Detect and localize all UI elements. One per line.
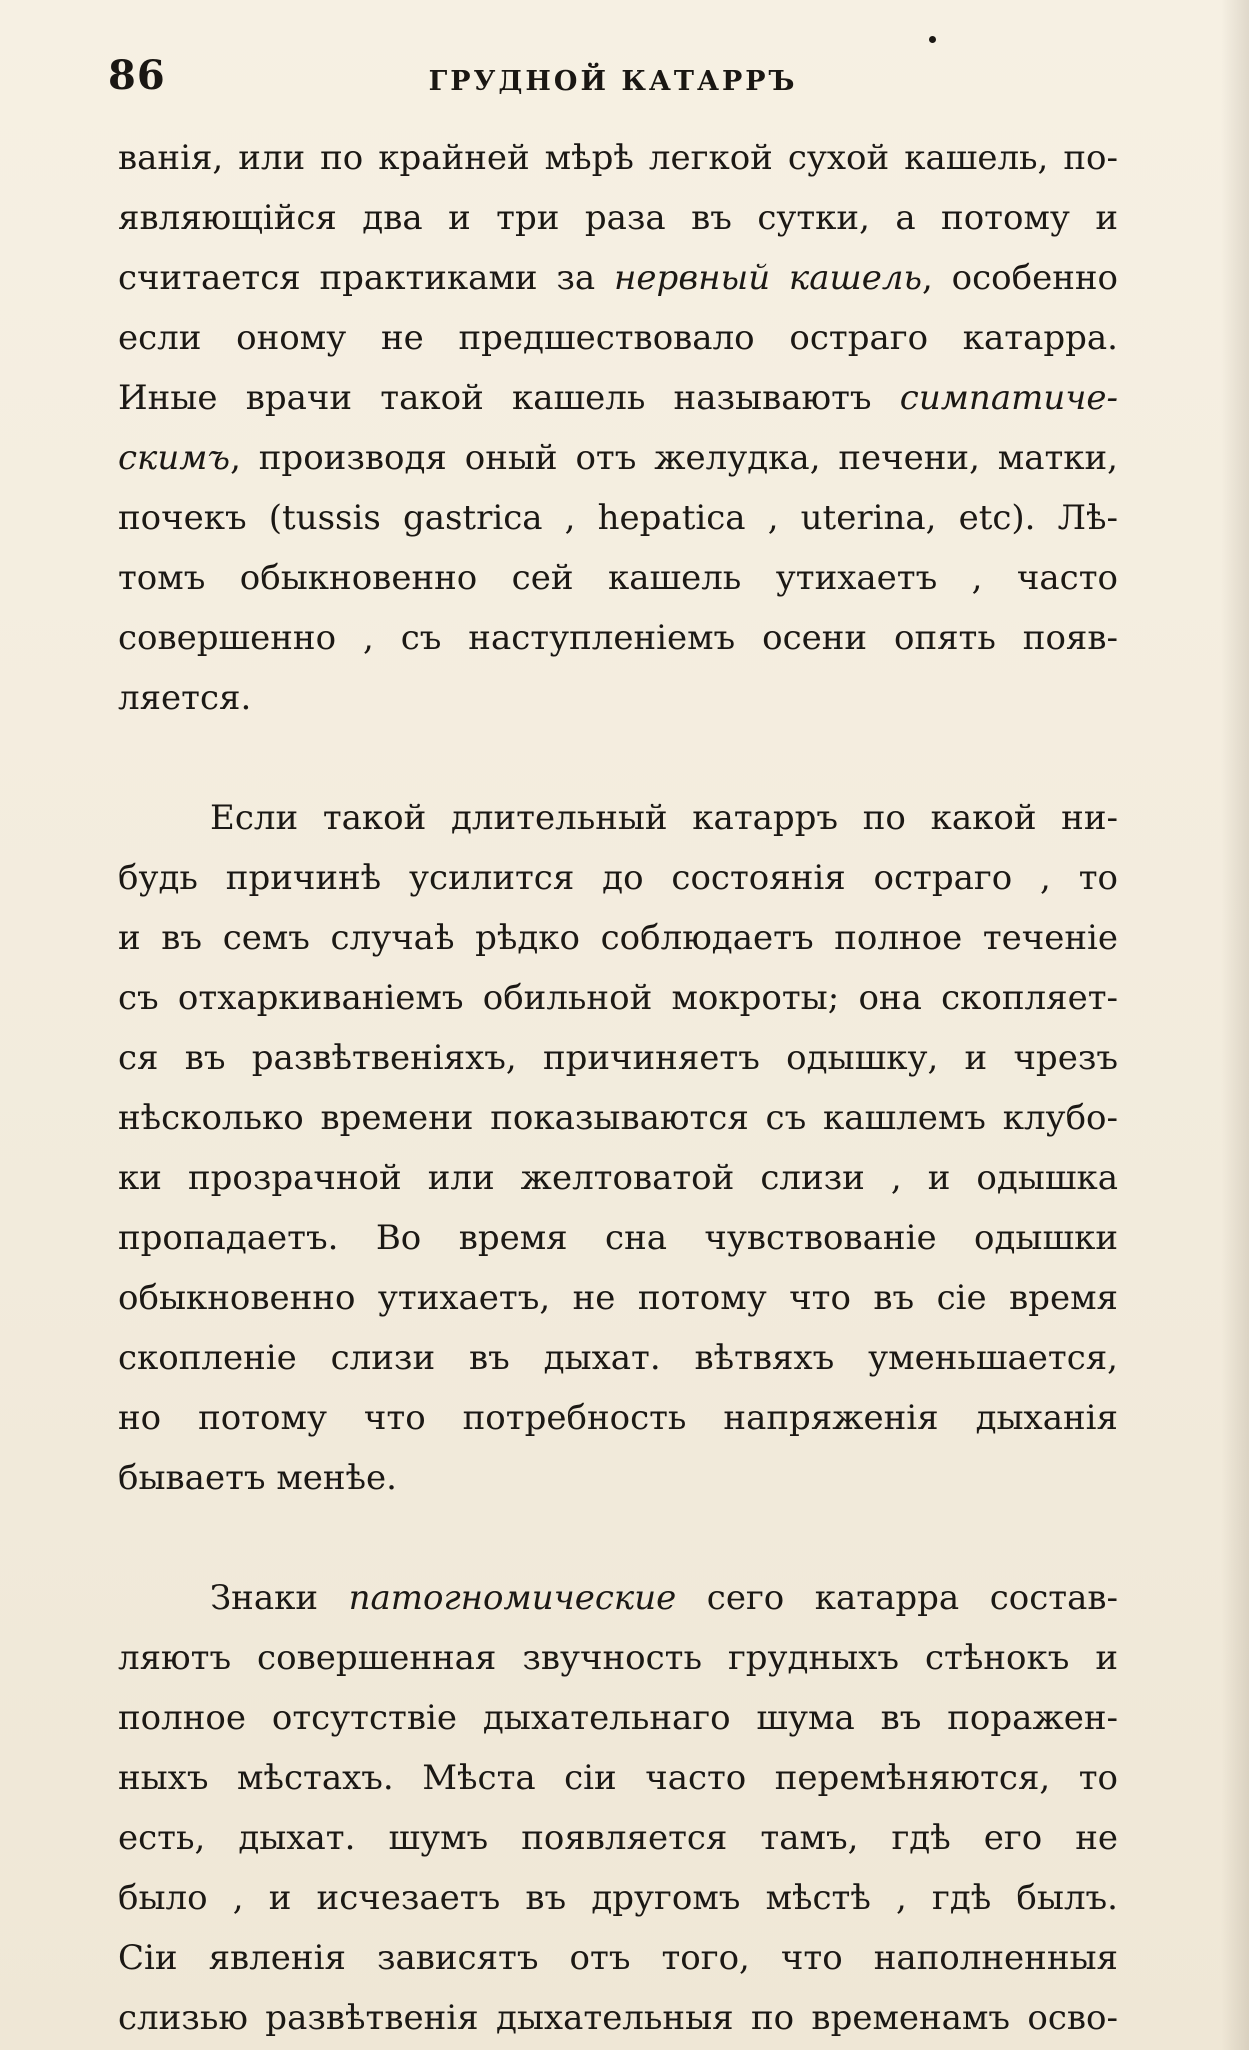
running-head: ГРУДНОЙ КАТАРРЪ (428, 66, 798, 97)
text-run: сего катарра состав- (706, 1578, 1118, 1618)
text-line: томъ обыкновенно сей кашель утихаетъ , часто (118, 558, 1118, 598)
text-line: совершенно , съ наступленіемъ осени опять появ- (118, 618, 1118, 658)
italic-term: патогномические (348, 1578, 677, 1618)
text-run: , особенно (921, 258, 1118, 298)
text-line: и въ семъ случаѣ рѣдко соблюдаетъ полное теченіе (118, 918, 1118, 958)
text-run: Знаки (210, 1578, 319, 1618)
text-line: съ отхаркиваніемъ обильной мокроты; она скопляет- (118, 978, 1118, 1018)
text-line: ки прозрачной или желтоватой слизи , и одышка (118, 1158, 1118, 1198)
text-run: считается практиками за (118, 258, 596, 298)
text-run: , производя оный отъ желудка, печени, матки, (230, 438, 1118, 478)
italic-term: скимъ (118, 438, 231, 478)
text-line (118, 368, 1118, 428)
text-line: ся въ развѣтвеніяхъ, причиняетъ одышку, и чрезъ (118, 1038, 1118, 1078)
text-line: почекъ (tussis gastrica , hepatica , uterina, etc). Лѣ- (118, 498, 1118, 538)
italic-term: симпатиче- (899, 378, 1118, 418)
text-run: Иные врачи такой кашель называютъ (118, 378, 872, 418)
text-line: было , и исчезаетъ въ другомъ мѣстѣ , гдѣ былъ. (118, 1878, 1118, 1918)
text-line: есть, дыхат. шумъ появляется тамъ, гдѣ его не (118, 1818, 1118, 1858)
page-edge-shadow (1221, 0, 1249, 2050)
italic-term: нервный кашель (614, 258, 922, 298)
text-line: являющійся два и три раза въ сутки, а потому и (118, 198, 1118, 238)
text-line (118, 428, 1118, 488)
page-number: 86 (108, 52, 166, 99)
paragraph-gap (118, 728, 1118, 788)
page-header (108, 52, 1118, 112)
text-line: обыкновенно утихаетъ, не потому что въ сіе время (118, 1278, 1118, 1318)
paragraph-gap (118, 1508, 1118, 1568)
text-line: ванія, или по крайней мѣрѣ легкой сухой кашель, по- (118, 138, 1118, 178)
text-line: слизью развѣтвенія дыхательныя по временамъ осво- (118, 1998, 1118, 2038)
text-line: Сіи явленія зависятъ отъ того, что наполненныя (118, 1938, 1118, 1978)
text-line: полное отсутствіе дыхательнаго шума въ поражен- (118, 1698, 1118, 1738)
text-line: ныхъ мѣстахъ. Мѣста сіи часто перемѣняются, то (118, 1758, 1118, 1798)
body-text (118, 128, 1118, 2048)
text-line: будь причинѣ усилится до состоянія остраго , то (118, 858, 1118, 898)
ink-spot (929, 36, 936, 43)
text-line (118, 248, 1118, 308)
text-line: скопленіе слизи въ дыхат. вѣтвяхъ уменьшается, (118, 1338, 1118, 1378)
text-line: если оному не предшествовало остраго катарра. (118, 318, 1118, 358)
text-line: ляютъ совершенная звучность грудныхъ стѣнокъ и (118, 1638, 1118, 1678)
text-line: пропадаетъ. Во время сна чувствованіе одышки (118, 1218, 1118, 1258)
text-line (118, 1568, 1118, 1628)
text-line: но потому что потребность напряженія дыханія (118, 1398, 1118, 1438)
text-line: нѣсколько времени показываются съ кашлемъ клубо- (118, 1098, 1118, 1138)
text-line: Если такой длительный катарръ по какой ни- (210, 798, 1118, 838)
text-line: бываетъ менѣе. (118, 1458, 397, 1498)
text-line: ляется. (118, 678, 252, 718)
